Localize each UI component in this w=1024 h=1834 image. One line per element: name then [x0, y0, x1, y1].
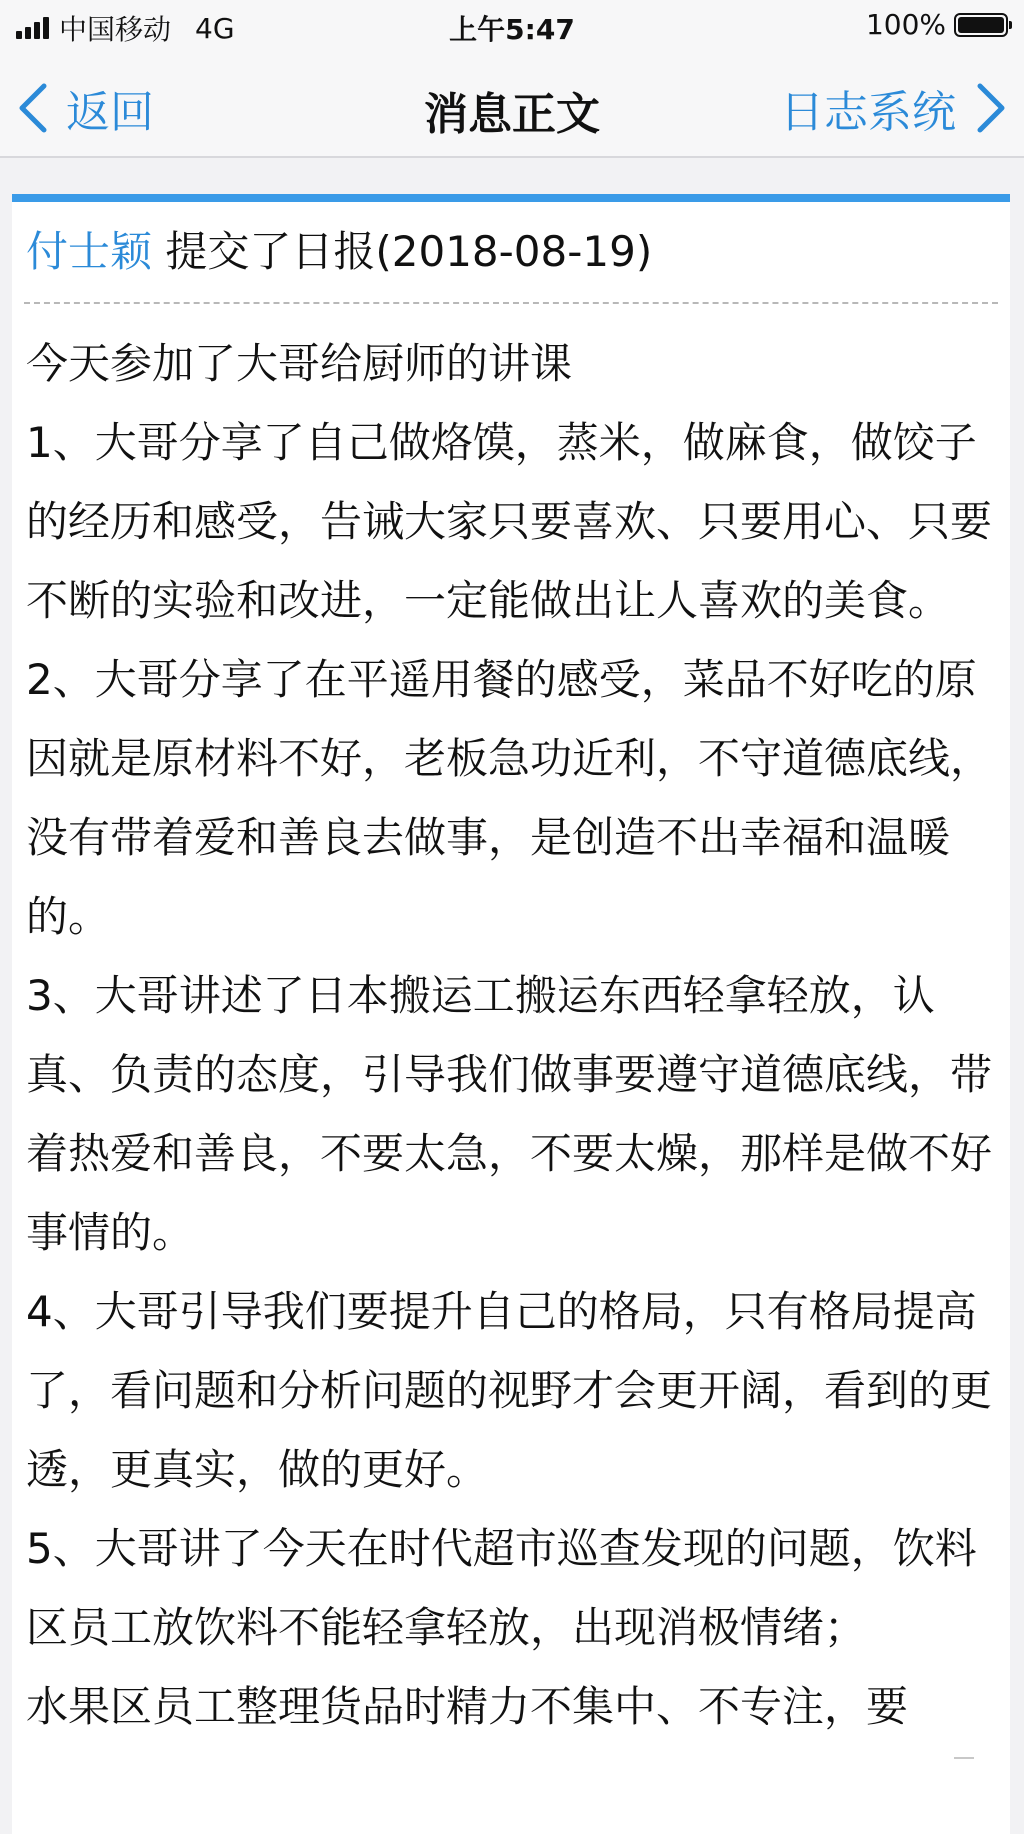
paragraph-3: 3、大哥讲述了日本搬运工搬运东西轻拿轻放，认真、负责的态度，引导我们做事要遵守道德底线，带着热爱和善良，不要太急，不要太燥，那样是做不好事情的。: [26, 971, 993, 1257]
message-header: [26, 224, 996, 280]
message-body: [26, 324, 996, 1746]
message-card: [12, 194, 1010, 1834]
battery-percent: 100%: [865, 8, 946, 41]
status-time: 上午5:47: [449, 13, 575, 46]
battery-fill: [958, 17, 1004, 33]
scroll-indicator: [954, 1757, 974, 1759]
paragraph-4: 4、大哥引导我们要提升自己的格局，只有格局提高了，看问题和分析问题的视野才会更开阔，看到的更透，更真实，做的更好。: [26, 1287, 993, 1494]
navigation-bar: [0, 50, 1024, 158]
carrier-name: 中国移动: [59, 13, 172, 46]
author-link[interactable]: 付士颖: [26, 227, 153, 276]
paragraph-1: 1、大哥分享了自己做烙馍，蒸米，做麻食，做饺子的经历和感受，告诫大家只要喜欢、只要用心、只要不断的实验和改进，一定能做出让人喜欢的美食。: [26, 418, 993, 625]
message-header-text: 提交了日报(2018-08-19): [152, 227, 653, 276]
network-type: 4G: [195, 11, 235, 45]
battery-icon: [954, 13, 1008, 37]
paragraph-5: 5、大哥讲了今天在时代超市巡查发现的问题，饮料区员工放饮料不能轻拿轻放，出现消极情绪；: [26, 1524, 977, 1652]
chevron-right-icon: [970, 80, 1010, 136]
paragraph-2: 2、大哥分享了在平遥用餐的感受，菜品不好吃的原因就是原材料不好，老板急功近利，不守道德底线，没有带着爱和善良去做事，是创造不出幸福和温暖的。: [26, 655, 993, 941]
status-right: [866, 8, 1008, 41]
header-divider: [24, 302, 998, 304]
page-title: 消息正文: [424, 89, 600, 140]
paragraph-6: 水果区员工整理货品时精力不集中、不专注，要: [26, 1682, 909, 1731]
log-system-button[interactable]: [780, 76, 1010, 140]
back-button[interactable]: [14, 76, 154, 140]
back-label: 返回: [66, 87, 154, 138]
chevron-left-icon: [14, 80, 54, 136]
paragraph-intro: 今天参加了大哥给厨师的讲课: [26, 339, 573, 388]
forward-label: 日志系统: [780, 87, 956, 138]
status-bar: [0, 0, 1024, 50]
